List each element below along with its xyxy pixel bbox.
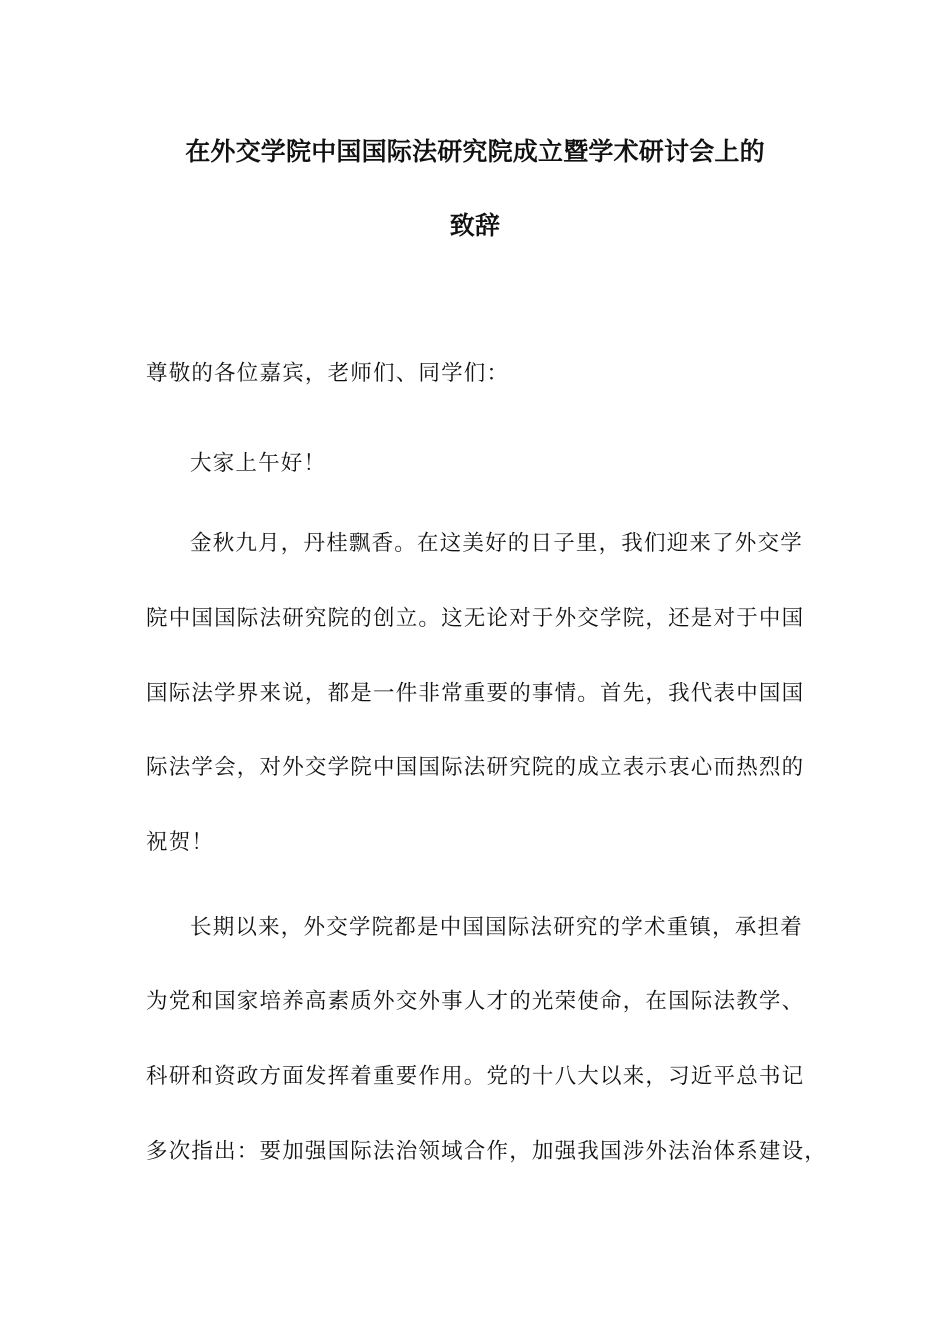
paragraph-1-line-1: 金秋九月，丹桂飘香。在这美好的日子里，我们迎来了外交学	[190, 531, 803, 556]
greeting: 大家上午好！	[190, 451, 327, 476]
paragraph-2-line-1: 长期以来，外交学院都是中国国际法研究的学术重镇，承担着	[190, 915, 803, 940]
document-title-line-1: 在外交学院中国国际法研究院成立暨学术研讨会上的	[185, 137, 765, 166]
document-title-line-2: 致辞	[449, 211, 501, 240]
paragraph-1-line-4: 际法学会，对外交学院中国国际法研究院的成立表示衷心而热烈的	[146, 755, 805, 780]
paragraph-1-line-2: 院中国国际法研究院的创立。这无论对于外交学院，还是对于中国	[146, 606, 805, 631]
paragraph-1-line-5: 祝贺！	[146, 830, 215, 855]
paragraph-2-line-2: 为党和国家培养高素质外交外事人才的光荣使命，在国际法教学、	[146, 989, 805, 1014]
paragraph-2-line-4: 多次指出：要加强国际法治领域合作，加强我国涉外法治体系建设，	[146, 1139, 828, 1164]
paragraph-1-line-3: 国际法学界来说，都是一件非常重要的事情。首先，我代表中国国	[146, 681, 805, 706]
salutation: 尊敬的各位嘉宾，老师们、同学们：	[146, 361, 510, 386]
paragraph-2-line-3: 科研和资政方面发挥着重要作用。党的十八大以来，习近平总书记	[146, 1064, 805, 1089]
